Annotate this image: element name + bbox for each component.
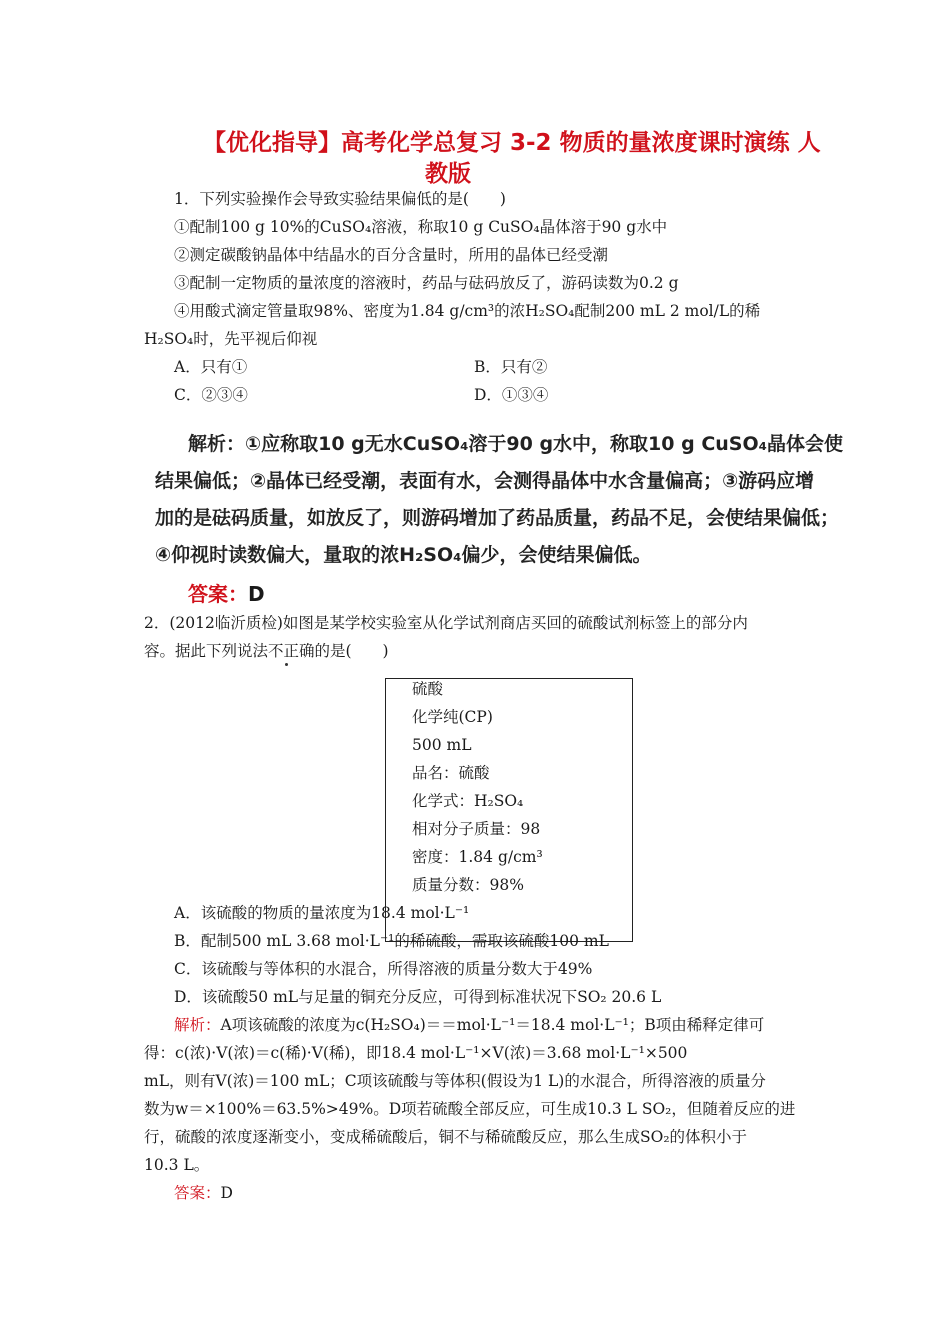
q1-item-4b: H₂SO₄时，先平视后仰视 [144, 330, 318, 348]
reagent-label-line3: 500 mL [412, 736, 472, 754]
reagent-label-line4: 品名：硫酸 [412, 764, 490, 782]
q2-answer-label: 答案： [174, 1184, 221, 1202]
q2-analysis-line5: 行，硫酸的浓度逐渐变小，变成稀硫酸后，铜不与稀硫酸反应，那么生成SO₂的体积小于 [144, 1128, 748, 1146]
q1-answer-label: 答案： [188, 582, 248, 606]
reagent-label-line7: 密度：1.84 g/cm³ [412, 848, 543, 866]
q2-option-d: D．该硫酸50 mL与足量的铜充分反应，可得到标准状况下SO₂ 20.6 L [174, 988, 662, 1006]
q2-option-c: C．该硫酸与等体积的水混合，所得溶液的质量分数大于49% [174, 960, 593, 978]
q1-option-b: B．只有② [474, 358, 548, 376]
q2-analysis-text1: A项该硫酸的浓度为c(H₂SO₄)＝＝mol·L⁻¹＝18.4 mol·L⁻¹；B项由稀释定律可 [220, 1016, 765, 1034]
q2-analysis-line4: 数为w＝×100%＝63.5%>49%。D项若硫酸全部反应，可生成10.3 L SO₂，但随着反应的进 [144, 1100, 796, 1118]
q2-analysis-line6: 10.3 L。 [144, 1156, 210, 1174]
doc-title-line2: 教版 [425, 161, 471, 187]
q2-analysis-line1 [174, 1014, 764, 1036]
q2-analysis-line2: 得：c(浓)·V(浓)＝c(稀)·V(稀)，即18.4 mol·L⁻¹×V(浓)＝3.68 mol·L⁻¹×500 [144, 1044, 688, 1062]
q1-option-c: C．②③④ [174, 386, 248, 404]
q1-analysis-line3: 加的是砝码质量，如放反了，则游码增加了药品质量，药品不足，会使结果偏低； [155, 507, 840, 529]
q2-answer-value: D [220, 1184, 233, 1202]
q1-analysis-label: 解析： [188, 433, 246, 455]
q1-option-a: A．只有① [174, 358, 248, 376]
q1-analysis-line1 [188, 429, 843, 456]
q2-analysis-label: 解析： [174, 1016, 221, 1034]
reagent-label-line2: 化学纯(CP) [412, 708, 493, 726]
reagent-label-line8: 质量分数：98% [412, 876, 524, 894]
reagent-label-line6: 相对分子质量：98 [412, 820, 541, 838]
q1-analysis-line4: ④仰视时读数偏大，量取的浓H₂SO₄偏少，会使结果偏低。 [155, 544, 652, 566]
q1-analysis-line2: 结果偏低；②晶体已经受潮，表面有水，会测得晶体中水含量偏高；③游码应增 [155, 470, 815, 492]
reagent-label-line5: 化学式：H₂SO₄ [412, 792, 524, 810]
q2-stem-line1: 2．(2012临沂质检)如图是某学校实验室从化学试剂商店买回的硫酸试剂标签上的部分内 [144, 614, 748, 632]
q2-option-a: A．该硫酸的物质的量浓度为18.4 mol·L⁻¹ [174, 904, 470, 922]
q2-option-b: B．配制500 mL 3.68 mol·L⁻¹的稀硫酸，需取该硫酸100 mL [174, 932, 609, 950]
q1-stem: 1．下列实验操作会导致实验结果偏低的是( ) [174, 190, 506, 208]
q1-option-d: D．①③④ [474, 386, 549, 404]
q2-answer [174, 1182, 233, 1204]
q1-item-2: ②测定碳酸钠晶体中结晶水的百分含量时，所用的晶体已经受潮 [174, 246, 609, 264]
q1-item-1: ①配制100 g 10%的CuSO₄溶液，称取10 g CuSO₄晶体溶于90 g水中 [174, 218, 668, 236]
q1-answer-value: D [248, 582, 265, 606]
q2-analysis-line3: mL，则有V(浓)＝100 mL；C项该硫酸与等体积(假设为1 L)的水混合，所得溶液的质量分 [144, 1072, 766, 1090]
emphasis-dot [285, 663, 288, 666]
reagent-label-line1: 硫酸 [412, 680, 444, 698]
doc-title-line1: 【优化指导】高考化学总复习 3-2 物质的量浓度课时演练 人 [203, 130, 821, 156]
q2-stem-line2: 容。据此下列说法不正确的是( ) [144, 642, 389, 660]
q1-answer [188, 578, 265, 607]
q1-item-3: ③配制一定物质的量浓度的溶液时，药品与砝码放反了，游码读数为0.2 g [174, 274, 679, 292]
q1-analysis-text1: ①应称取10 g无水CuSO₄溶于90 g水中，称取10 g CuSO₄晶体会使 [245, 433, 843, 455]
q1-item-4a: ④用酸式滴定管量取98%、密度为1.84 g/cm³的浓H₂SO₄配制200 mL 2 mol/L的稀 [174, 302, 761, 320]
